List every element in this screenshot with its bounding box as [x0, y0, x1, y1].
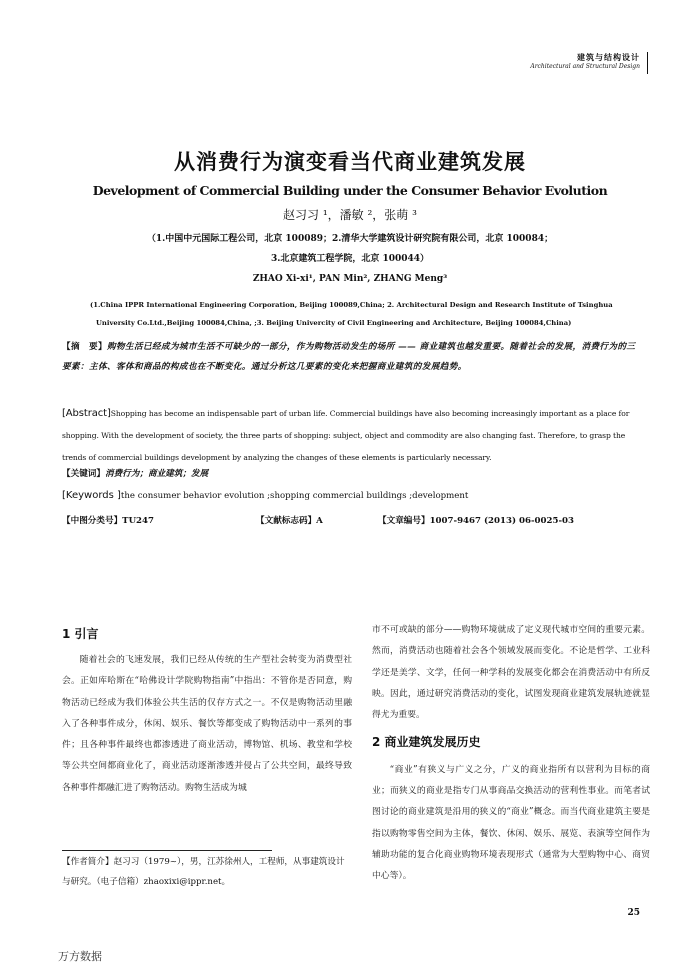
affiliation-en: (1.China IPPR International Engineering Corporation, Beijing 100089,China; 2. Architectural Design and Research Institute of Tsinghua University Co.Ltd.,Beijing 100084,China, ;3. Beijing Univercity of Civil Engineering and Architecture, Beijing 100084,China): [90, 301, 613, 327]
section-1-paragraph: 随着社会的飞速发展，我们已经从传统的生产型社会转变为消费型社会。正如库哈斯在“哈佛设计学院购物指南”中指出：不管你是否同意，购物活动已经成为我们体验公共生活的仅存方式之一。不仅是购物活动里融入了各种事件成分，休闲、娱乐、餐饮等都变成了购物活动中一系列的事件；且各种事件最终也都渗透进了商业活动，博物馆、机场、教堂和学校等公共空间都商业化了，商业活动逐渐渗透并侵占了公共空间，最终导致各种事件都融汇进了购物活动。购物生活成为城: [62, 655, 352, 793]
article-number: [378, 514, 574, 526]
section-1-heading: 1 引言: [62, 627, 99, 641]
keywords-en-label: [Keywords ]: [62, 490, 121, 501]
abstract-en-text: Shopping has become an indispensable part of urban life. Commercial buildings have also becoming increasingly important as a place for shopping. With the development of society, the three parts of shopping: subject, object and commodity are also changing fast. Therefore, to grasp the trends of commercial buildings development by analyzing the changes of these elements is particularly necessary.: [62, 409, 630, 462]
clc-number: [62, 514, 154, 526]
header-rule: [647, 52, 649, 74]
keywords-cn: [62, 467, 208, 479]
right-paragraph-2: “商业”有狭义与广义之分，广义的商业指所有以营利为目标的商业；而狭义的商业是指专门从事商品交换活动的营利性事业。而笔者试图讨论的商业建筑是沿用的狭义的“商业”概念。而当代商业建筑主要是指以购物零售空间为主体，餐饮、休闲、娱乐、展览、表演等空间作为辅助功能的复合化商业购物环境表现形式（通常为大型购物中心、商贸中心等）。: [372, 764, 650, 882]
document-code: [256, 514, 323, 526]
journal-name-cn: 建筑与结构设计: [577, 53, 640, 62]
keywords-cn-text: 消费行为；商业建筑；发展: [104, 469, 209, 479]
keywords-en-text: the consumer behavior evolution ;shopping commercial buildings ;development: [120, 491, 469, 501]
page-number: 25: [627, 908, 640, 918]
affiliation-cn-line1: （1.中国中元国际工程公司，北京 100089；2.清华大学建筑设计研究院有限公司，北京 100084；: [146, 234, 554, 244]
article-number-label: 【文章编号】: [378, 516, 430, 526]
abstract-cn-text: 购物生活已经成为城市生活不可缺少的一部分，作为购物活动发生的场所 —— 商业建筑也越发重要。随着社会的发展，消费行为的三要素：主体、客体和商品的构成也在不断变化。通过分析这几要素的变化来把握商业建筑的发展趋势。: [62, 342, 636, 372]
paper-title-cn: 从消费行为演变看当代商业建筑发展: [174, 150, 526, 174]
right-column: [372, 620, 650, 888]
keywords-cn-label: 【关键词】: [62, 469, 105, 479]
paper-title-en: Development of Commercial Building under the Consumer Behavior Evolution: [92, 183, 608, 198]
abstract-cn-label: 【摘 要】: [62, 342, 107, 352]
doc-code-label: 【文献标志码】: [256, 516, 317, 526]
clc-value: TU247: [122, 516, 154, 526]
clc-label: 【中图分类号】: [62, 516, 123, 526]
watermark: 万方数据: [58, 950, 102, 963]
right-paragraph-1: 市不可或缺的部分——购物环境就成了定义现代城市空间的重要元素。然而，消费活动也随着社会各个领域发展而变化。不论是哲学、工业科学还是美学、文学，任何一种学科的发展变化都会在消费活动中有所反映。因此，通过研究消费活动的变化，试图发现商业建筑发展轨迹就显得尤为重要。: [372, 625, 650, 721]
footnote-rule: [62, 850, 272, 851]
article-number-value: 1007-9467 (2013) 06-0025-03: [429, 516, 574, 526]
section-2-heading: 2 商业建筑发展历史: [372, 735, 481, 750]
affiliation-cn-line2: 3.北京建筑工程学院，北京 100044）: [270, 254, 430, 264]
running-header: [530, 52, 640, 70]
doc-code-value: A: [316, 516, 323, 526]
left-column: [62, 650, 352, 799]
abstract-cn: [62, 337, 638, 377]
author-footnote: 【作者简介】赵习习（1979~），男，江苏徐州人，工程师，从事建筑设计与研究。（电子信箱）zhaoxixi@ippr.net。: [62, 857, 345, 887]
abstract-en-label: [Abstract]: [62, 408, 111, 419]
authors-en: ZHAO Xi-xi¹, PAN Min², ZHANG Meng³: [252, 274, 448, 284]
keywords-en: [62, 490, 468, 501]
journal-name-en: Architectural and Structural Design: [530, 63, 640, 70]
authors-cn: 赵习习 ¹，潘敏 ²，张萌 ³: [283, 208, 417, 222]
abstract-en: [62, 403, 640, 469]
